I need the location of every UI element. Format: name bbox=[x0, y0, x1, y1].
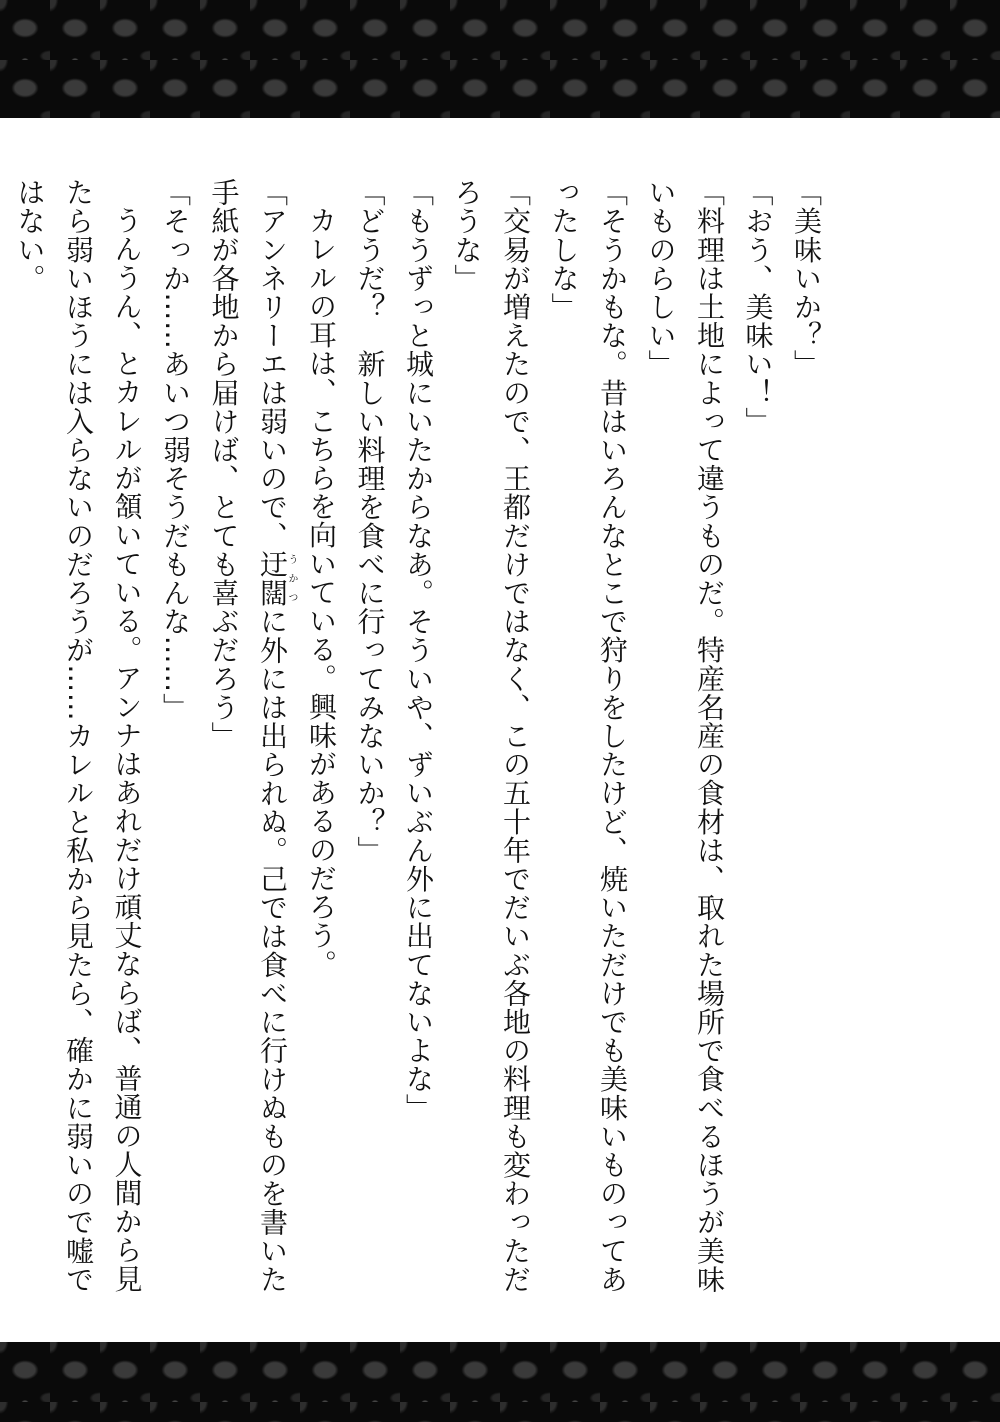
text-line: 「そっか……あいつ弱そうだもんな……」 bbox=[159, 178, 192, 722]
text-line: ろうな」 bbox=[450, 178, 484, 293]
text-line: いものらしい」 bbox=[644, 178, 678, 379]
text-line: 「どうだ？ 新しい料理を食べに行ってみないか？」 bbox=[353, 178, 387, 865]
text-line: 「おう、美味い！」 bbox=[741, 178, 775, 436]
text-line: 「美味いか？」 bbox=[790, 178, 823, 379]
text-line: カレルの耳は、こちらを向いている。興味があるのだろう。 bbox=[305, 206, 338, 979]
top-decorative-border bbox=[0, 0, 1000, 118]
vertical-text-body bbox=[13, 178, 830, 1308]
text-line-with-ruby: 「アンネリーエは弱いので、迂闊うかつに外には出られぬ。己では食べに行けぬものを書いた bbox=[256, 178, 297, 1294]
text-line: はない。 bbox=[13, 178, 47, 293]
text-line: 「料理は土地によって違うものだ。特産名産の食材は、取れた場所で食べるほうが美味 bbox=[693, 178, 726, 1294]
text-line: 手紙が各地から届けば、とても喜ぶだろう」 bbox=[207, 178, 241, 750]
text-line: たら弱いほうには入らないのだろうが……カレルと私から見たら、確かに弱いので嘘で bbox=[62, 178, 95, 1294]
text-line: 「交易が増えたので、王都だけではなく、この五十年でだいぶ各地の料理も変わっただ bbox=[499, 178, 532, 1294]
text-line: 「そうかもな。昔はいろんなとこで狩りをしたけど、焼いただけでも美味いものってあ bbox=[596, 178, 629, 1294]
ruby-annotation: 迂闊うかつ bbox=[256, 549, 297, 608]
text-line: うんうん、とカレルが頷いている。アンナはあれだけ頑丈ならば、普通の人間から見 bbox=[110, 206, 144, 1293]
ruby-reading: うかつ bbox=[286, 549, 297, 607]
text-line: ったしな」 bbox=[547, 178, 581, 321]
text-line: 「もうずっと城にいたからなあ。そういや、ずいぶん外に出てないよな」 bbox=[402, 178, 435, 1122]
bottom-decorative-border bbox=[0, 1342, 1000, 1422]
